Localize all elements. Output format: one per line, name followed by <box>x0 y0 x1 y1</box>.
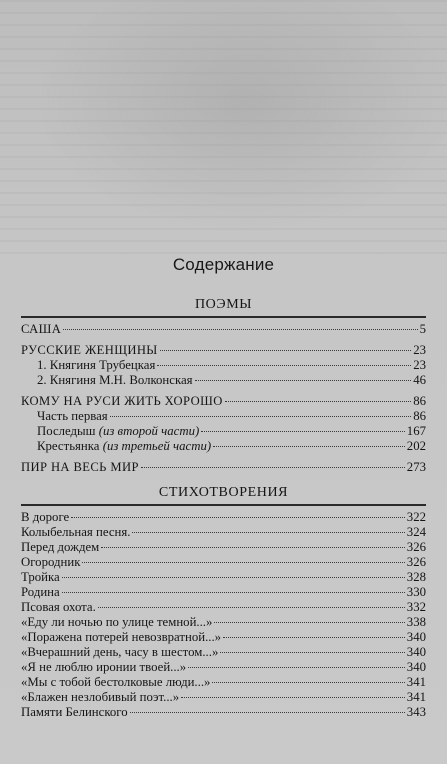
entry-page: 324 <box>406 525 426 539</box>
entry-title: «Мы с тобой бестолковые люди...» <box>21 675 211 689</box>
entry-title: «Я не люблю иронии твоей...» <box>21 660 187 674</box>
entry-title: «Еду ли ночью по улице темной...» <box>21 615 213 629</box>
show-through-text <box>0 0 447 255</box>
entry-page: 340 <box>406 660 426 674</box>
entry-page: 328 <box>406 570 426 584</box>
entry-page: 330 <box>406 585 426 599</box>
entry-title: Огородник <box>21 555 81 569</box>
entry-title-text: Последыш <box>37 424 96 438</box>
entry-page: 5 <box>419 322 426 336</box>
leader-dots <box>195 379 412 381</box>
toc-entry <box>21 645 426 660</box>
entry-title: Перед дождем <box>21 540 100 554</box>
entry-page: 332 <box>406 600 426 614</box>
entry-page: 273 <box>406 460 426 474</box>
leader-dots <box>110 415 412 417</box>
entry-title: Псовая охота. <box>21 600 96 614</box>
entry-page: 23 <box>413 358 426 372</box>
entry-title: «Блажен незлобивый поэт...» <box>21 690 180 704</box>
entry-title: Часть первая <box>37 409 108 423</box>
entry-page: 340 <box>406 630 426 644</box>
entry-title <box>37 424 199 439</box>
leader-dots <box>220 651 404 653</box>
toc-entry <box>21 525 426 540</box>
leader-dots <box>62 576 405 578</box>
leader-dots <box>141 466 405 468</box>
entry-title: 1. Княгиня Трубецкая <box>37 358 156 372</box>
entry-title: Тройка <box>21 570 60 584</box>
toc-entry-komu-na-rusi <box>21 394 426 409</box>
entry-title: Памяти Белинского <box>21 705 128 719</box>
entry-note: (из третьей части) <box>102 439 212 453</box>
toc-entry <box>21 570 426 585</box>
toc-subentry-posledysh <box>21 424 426 439</box>
entry-page: 23 <box>413 343 426 357</box>
entry-title <box>37 439 211 454</box>
entry-page: 86 <box>413 394 426 408</box>
entry-title: САША <box>21 322 62 336</box>
leader-dots <box>71 516 405 518</box>
toc-entry <box>21 510 426 525</box>
toc-entry <box>21 660 426 675</box>
toc-subentry-trubetskaya <box>21 358 426 373</box>
section-heading-poems-short: СТИХОТВОРЕНИЯ <box>21 485 426 506</box>
toc-entry <box>21 600 426 615</box>
leader-dots <box>212 681 404 683</box>
entry-page: 340 <box>406 645 426 659</box>
leader-dots <box>160 349 412 351</box>
toc-subentry-krestyanka <box>21 439 426 454</box>
table-of-contents <box>21 255 426 720</box>
leader-dots <box>101 546 405 548</box>
toc-entry-pir <box>21 460 426 475</box>
entry-page: 167 <box>406 424 426 438</box>
entry-title: ПИР НА ВЕСЬ МИР <box>21 460 139 474</box>
toc-entry <box>21 555 426 570</box>
leader-dots <box>181 696 405 698</box>
entry-page: 341 <box>406 675 426 689</box>
entry-title: В дороге <box>21 510 70 524</box>
entry-title: «Вчерашний день, часу в шестом...» <box>21 645 219 659</box>
entry-title: 2. Княгиня М.Н. Волконская <box>37 373 193 387</box>
leader-dots <box>82 561 404 563</box>
toc-subentry-volkonskaya <box>21 373 426 388</box>
entry-page: 326 <box>406 540 426 554</box>
leader-dots <box>62 591 405 593</box>
entry-title: РУССКИЕ ЖЕНЩИНЫ <box>21 343 158 357</box>
entry-title: «Поражена потерей невозвратной...» <box>21 630 222 644</box>
entry-page: 338 <box>406 615 426 629</box>
toc-entry <box>21 615 426 630</box>
leader-dots <box>223 636 405 638</box>
section-heading-poems: ПОЭМЫ <box>21 297 426 318</box>
leader-dots <box>132 531 404 533</box>
entry-title-text: Крестьянка <box>37 439 100 453</box>
entry-page: 46 <box>413 373 426 387</box>
leader-dots <box>63 328 417 330</box>
leader-dots <box>225 400 412 402</box>
leader-dots <box>157 364 411 366</box>
entry-page: 202 <box>406 439 426 453</box>
contents-title: Содержание <box>172 255 275 274</box>
entry-page: 343 <box>406 705 426 719</box>
leader-dots <box>201 430 405 432</box>
toc-entry <box>21 705 426 720</box>
leader-dots <box>188 666 405 668</box>
toc-entry <box>21 690 426 705</box>
toc-subentry-part-one <box>21 409 426 424</box>
toc-entry <box>21 675 426 690</box>
leader-dots <box>130 711 405 713</box>
leader-dots <box>214 621 404 623</box>
leader-dots <box>98 606 405 608</box>
entry-page: 341 <box>406 690 426 704</box>
poems-list <box>21 510 426 720</box>
entry-title: Родина <box>21 585 60 599</box>
leader-dots <box>213 445 405 447</box>
toc-entry <box>21 585 426 600</box>
toc-entry-sasha <box>21 322 426 337</box>
entry-page: 326 <box>406 555 426 569</box>
toc-entry-russian-women <box>21 343 426 358</box>
entry-page: 86 <box>413 409 426 423</box>
entry-note: (из второй части) <box>98 424 200 438</box>
entry-page: 322 <box>406 510 426 524</box>
toc-entry <box>21 630 426 645</box>
toc-entry <box>21 540 426 555</box>
entry-title: КОМУ НА РУСИ ЖИТЬ ХОРОШО <box>21 394 223 408</box>
entry-title: Колыбельная песня. <box>21 525 131 539</box>
